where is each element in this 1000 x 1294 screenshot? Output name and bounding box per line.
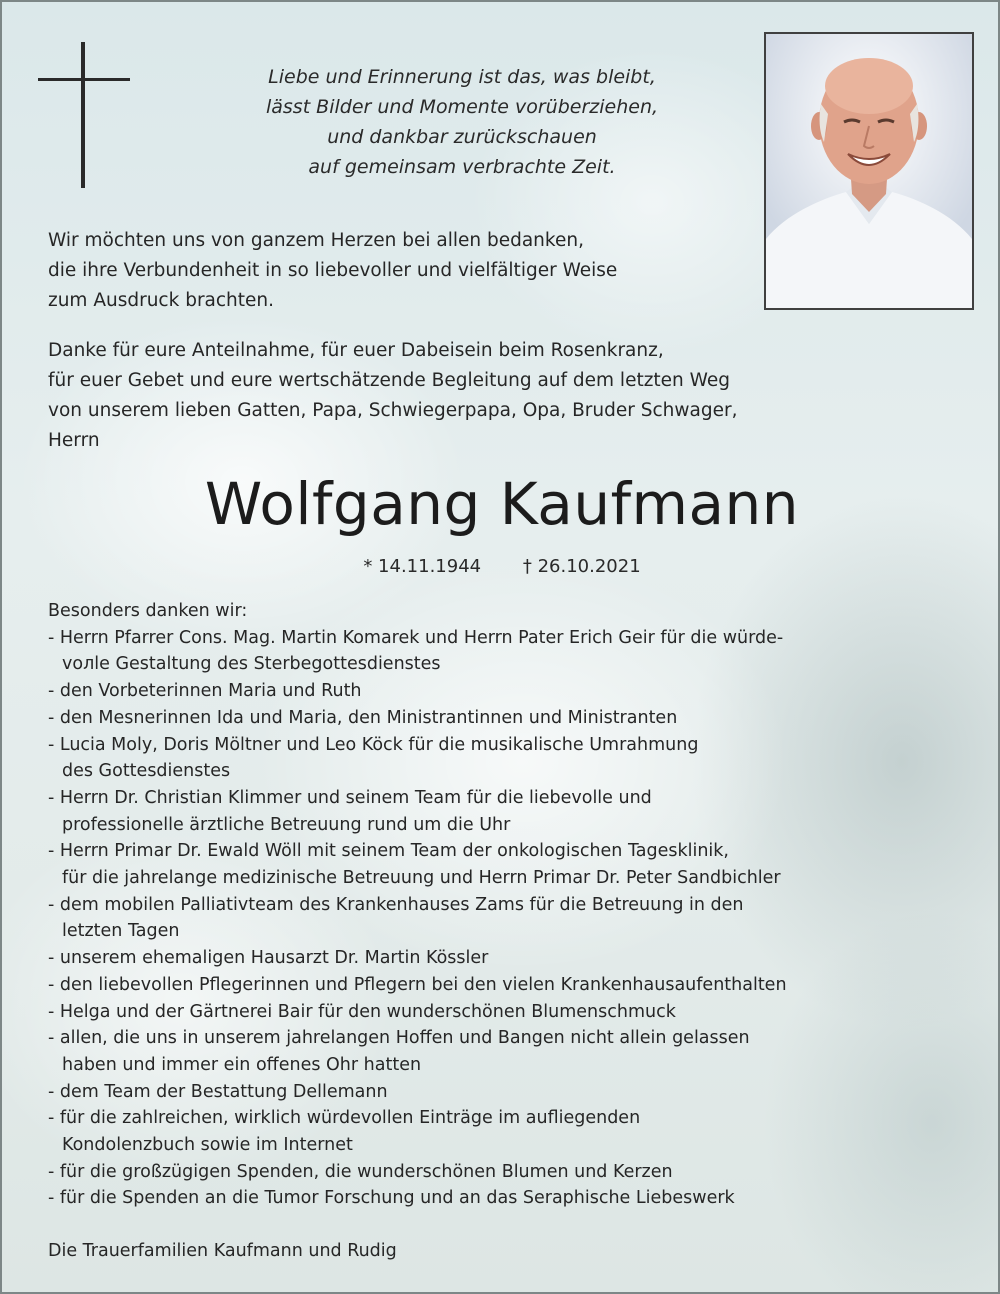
- list-item: - Herrn Pfarrer Cons. Mag. Martin Komarek und Herrn Pater Erich Geir für die würde-: [48, 627, 784, 648]
- birth-date: * 14.11.1944: [363, 556, 482, 577]
- list-item: - Herrn Dr. Christian Klimmer und seinem Team für die liebevolle und: [48, 787, 652, 808]
- acknowledgements-list: [48, 598, 968, 1212]
- intro-line: Wir möchten uns von ganzem Herzen bei allen bedanken,: [48, 230, 584, 251]
- portrait-illustration: [766, 34, 972, 308]
- acknowledgements-heading: Besonders danken wir:: [48, 601, 248, 621]
- list-item: des Gottesdienstes: [62, 761, 231, 782]
- list-item: - Lucia Moly, Doris Möltner und Leo Köck für die musikalische Umrahmung: [48, 734, 699, 755]
- list-item: - den liebevollen Pflegerinnen und Pflegern bei den vielen Krankenhausaufenthalten: [48, 974, 787, 995]
- signature: Die Trauerfamilien Kaufmann und Rudig: [48, 1241, 397, 1261]
- cross-icon: [38, 42, 130, 188]
- verse-line: und dankbar zurückschauen: [327, 126, 597, 148]
- list-item: Kondolenzbuch sowie im Internet: [62, 1135, 353, 1156]
- intro-line: zum Ausdruck brachten.: [48, 290, 275, 311]
- list-item: - für die Spenden an die Tumor Forschung und an das Seraphische Liebeswerk: [48, 1188, 735, 1209]
- death-date: † 26.10.2021: [522, 556, 641, 577]
- intro-paragraph: [48, 226, 748, 316]
- verse: [172, 62, 752, 182]
- list-item: - für die zahlreichen, wirklich würdevollen Einträge im aufliegenden: [48, 1108, 641, 1129]
- list-item: vолle Gestaltung des Sterbegottesdienstes: [62, 654, 441, 675]
- deceased-name: Wolfgang Kaufmann: [204, 470, 800, 538]
- list-item: - den Vorbeterinnen Maria und Ruth: [48, 681, 362, 702]
- list-item: - unserem ehemaligen Hausarzt Dr. Martin Kössler: [48, 948, 489, 969]
- list-item: - allen, die uns in unserem jahrelangen Hoffen und Bangen nicht allein gelassen: [48, 1028, 750, 1049]
- thanks-line: Danke für eure Anteilnahme, für euer Dabeisein beim Rosenkranz,: [48, 340, 664, 361]
- list-item: letzten Tagen: [62, 921, 180, 942]
- thanks-line: für euer Gebet und eure wertschätzende Begleitung auf dem letzten Weg: [48, 370, 730, 391]
- verse-line: auf gemeinsam verbrachte Zeit.: [308, 156, 616, 178]
- intro-line: die ihre Verbundenheit in so liebevoller und vielfältiger Weise: [48, 260, 618, 281]
- list-item: - dem mobilen Palliativteam des Krankenhauses Zams für die Betreuung in den: [48, 894, 744, 915]
- list-item: - für die großzügigen Spenden, die wunderschönen Blumen und Kerzen: [48, 1161, 673, 1182]
- verse-line: Liebe und Erinnerung ist das, was bleibt,: [268, 66, 656, 88]
- list-item: - Herrn Primar Dr. Ewald Wöll mit seinem Team der onkologischen Tagesklinik,: [48, 841, 729, 862]
- life-dates: [2, 554, 1000, 580]
- list-item: - dem Team der Bestattung Dellemann: [48, 1081, 388, 1102]
- thanks-line: von unserem lieben Gatten, Papa, Schwiegerpapa, Opa, Bruder Schwager,: [48, 400, 738, 421]
- verse-line: lässt Bilder und Momente vorüberziehen,: [265, 96, 659, 118]
- thanks-paragraph: [48, 336, 948, 456]
- portrait-photo: [764, 32, 974, 310]
- thanks-line: Herrn: [48, 430, 100, 451]
- list-item: - den Mesnerinnen Ida und Maria, den Ministrantinnen und Ministranten: [48, 707, 678, 728]
- list-item: für die jahrelange medizinische Betreuung und Herrn Primar Dr. Peter Sandbichler: [62, 868, 781, 889]
- list-item: professionelle ärztliche Betreuung rund um die Uhr: [62, 814, 511, 835]
- list-item: - Helga und der Gärtnerei Bair für den wunderschönen Blumenschmuck: [48, 1001, 676, 1022]
- list-item: haben und immer ein offenes Ohr hatten: [62, 1054, 422, 1075]
